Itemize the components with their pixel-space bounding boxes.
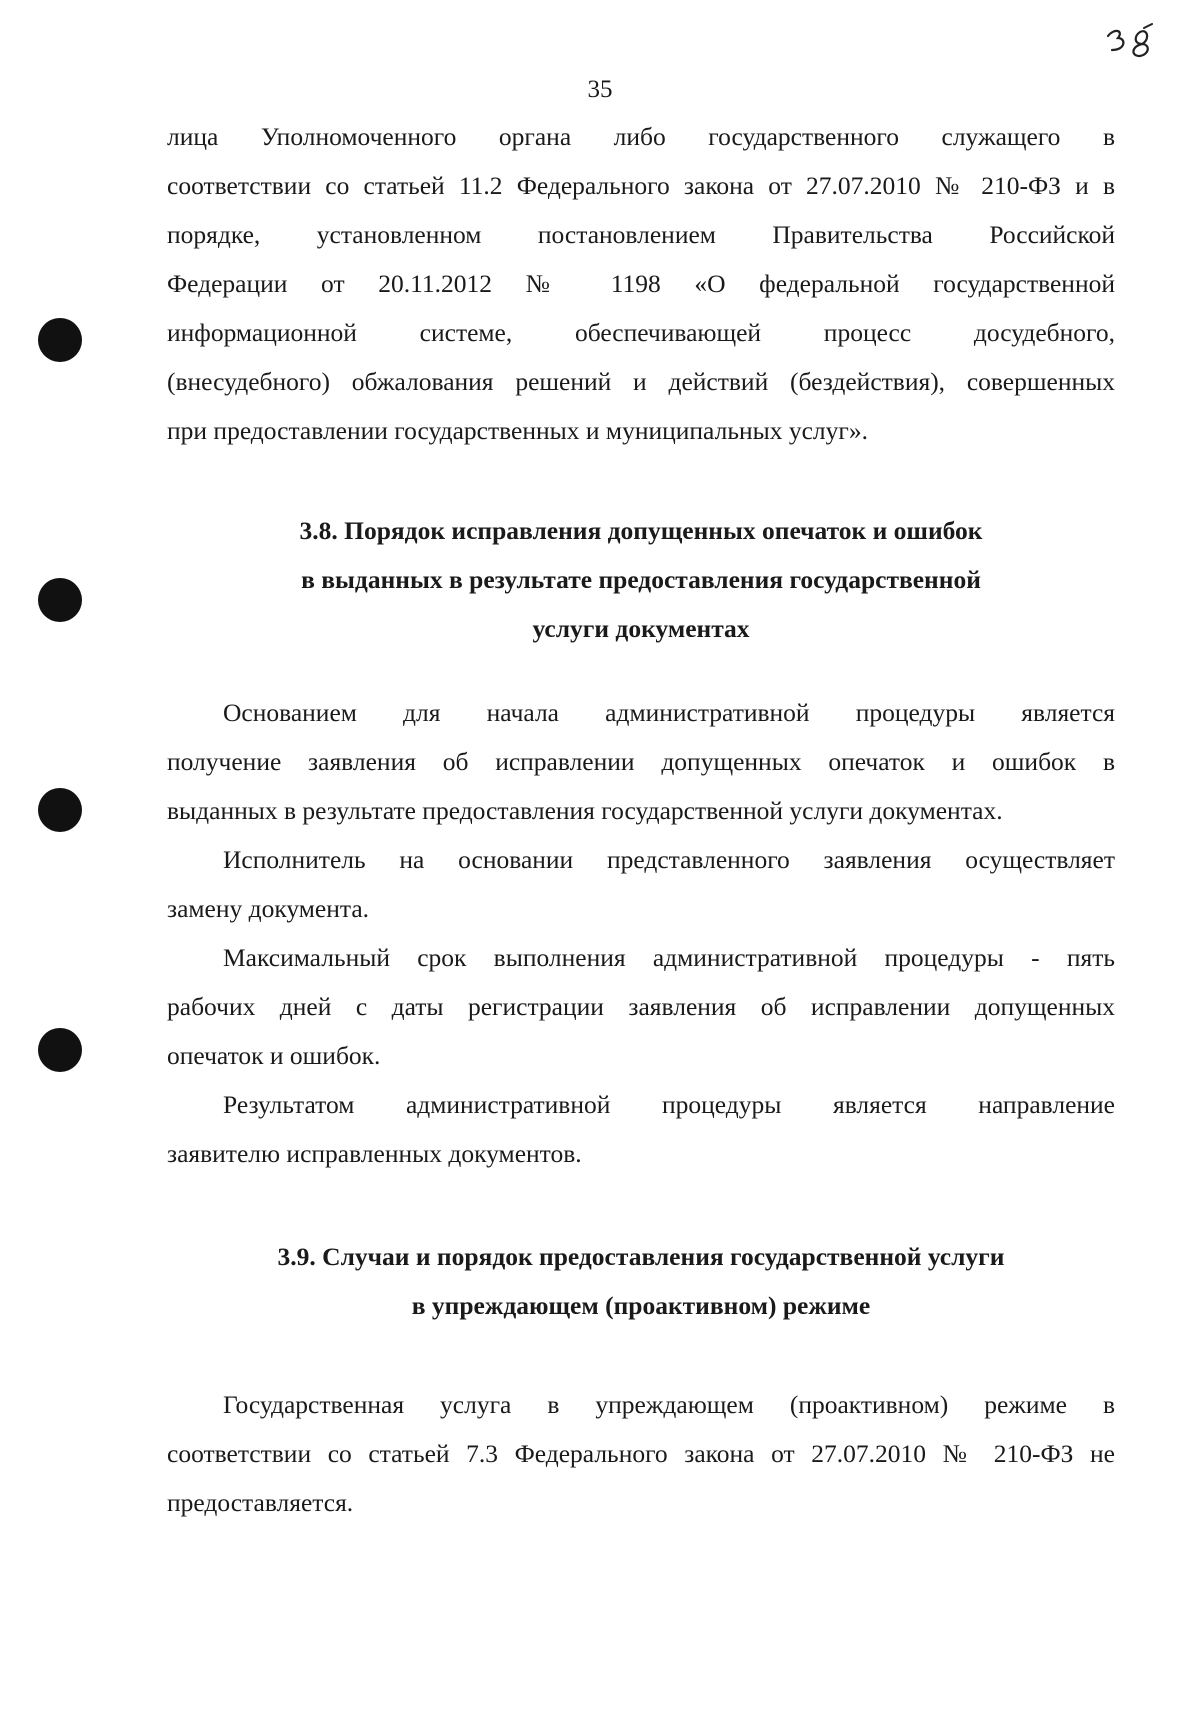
page-number: 35 xyxy=(587,76,613,103)
text-line: информационной системе, обеспечивающей процесс досудебного, xyxy=(167,318,1115,347)
heading-line: услуги документах xyxy=(532,614,750,643)
text-line: соответствии со статьей 7.3 Федерального закона от 27.07.2010 № 210-ФЗ не xyxy=(167,1439,1115,1468)
text-line: Основанием для начала административной процедуры является xyxy=(223,698,1115,727)
section-heading-3-8 xyxy=(167,506,1115,653)
punch-hole xyxy=(38,788,82,832)
text-line: заявителю исправленных документов. xyxy=(167,1139,582,1168)
heading-line: 3.8. Порядок исправления допущенных опечаток и ошибок xyxy=(299,516,983,545)
text-line: предоставляется. xyxy=(167,1488,354,1517)
heading-line: в упреждающем (проактивном) режиме xyxy=(411,1291,871,1320)
text-line: опечаток и ошибок. xyxy=(167,1041,381,1070)
text-line: замену документа. xyxy=(167,894,370,923)
text-line: при предоставлении государственных и муниципальных услуг». xyxy=(167,416,868,445)
punch-hole xyxy=(38,318,82,362)
heading-line: 3.9. Случаи и порядок предоставления государственной услуги xyxy=(277,1242,1005,1271)
text-line: Федерации от 20.11.2012 № 1198 «О федеральной государственной xyxy=(167,269,1115,298)
text-line: рабочих дней с даты регистрации заявления об исправлении допущенных xyxy=(167,992,1115,1021)
text-line: Результатом административной процедуры является направление xyxy=(223,1090,1115,1119)
intro-paragraph xyxy=(167,112,1115,455)
text-line: Максимальный срок выполнения административной процедуры - пять xyxy=(223,943,1115,972)
text-line: получение заявления об исправлении допущенных опечаток и ошибок в xyxy=(167,747,1115,776)
text-line: (внесудебного) обжалования решений и действий (бездействия), совершенных xyxy=(167,367,1115,396)
section-3-9-body xyxy=(167,1380,1115,1527)
text-line: Исполнитель на основании представленного заявления осуществляет xyxy=(223,845,1115,874)
handwritten-page-number xyxy=(1100,22,1160,62)
text-line: порядке, установленном постановлением Правительства Российской xyxy=(167,220,1115,249)
text-line: выданных в результате предоставления государственной услуги документах. xyxy=(167,796,1003,825)
section-heading-3-9 xyxy=(167,1232,1115,1330)
heading-line: в выданных в результате предоставления государственной xyxy=(301,565,981,594)
section-3-8-body xyxy=(167,688,1115,1178)
text-line: лица Уполномоченного органа либо государственного служащего в xyxy=(167,122,1115,151)
text-line: Государственная услуга в упреждающем (проактивном) режиме в xyxy=(223,1390,1115,1419)
text-line: соответствии со статьей 11.2 Федерального закона от 27.07.2010 № 210-ФЗ и в xyxy=(167,171,1115,200)
punch-hole xyxy=(38,1028,82,1072)
punch-hole xyxy=(38,578,82,622)
